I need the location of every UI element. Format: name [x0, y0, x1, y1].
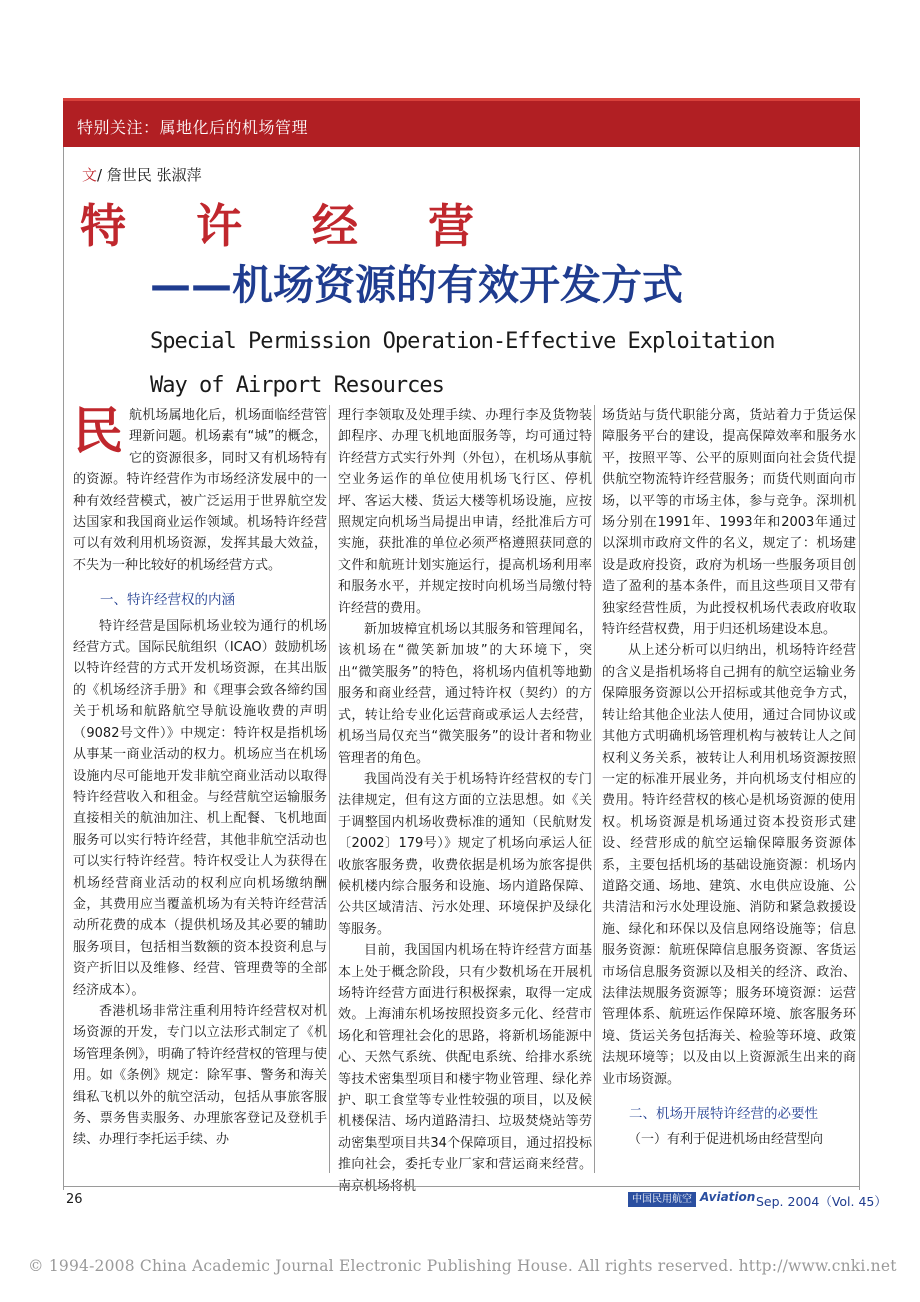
text-column-3: [602, 405, 856, 1151]
section-banner: [63, 98, 860, 147]
paragraph: [73, 402, 327, 576]
page-number: 26: [66, 1192, 83, 1207]
column-divider: [594, 405, 595, 1173]
paragraph: 场货站与货代职能分离，货站着力于货运保障服务平台的建设，提高保障效率和服务水平，按照平等、公平的原则面向社会货代提供航空物流特许经营服务；而货代则面向市场，以平等的市场主体，参与竞争。深圳机场分别在1991年、1993年和2003年通过以深圳市政府文件的名义，规定了：机场建设是政府投资，政府为机场一些服务项目创造了盈利的基本条件，而且这些项目又带有独家经营性质，为此授权机场代表政府收取特许经营权费，用于归还机场建设本息。: [602, 408, 856, 638]
magazine-name: Aviation: [700, 1190, 756, 1204]
byline: [82, 164, 202, 185]
text-column-2: [338, 405, 592, 1197]
paragraph: 特许经营是国际机场业较为通行的机场经营方式。国际民航组织（ICAO）鼓励机场以特许经营的方式开发机场资源，在其出版的《机场经济手册》和《理事会致各缔约国关于机场和航路航空导航设施收费的声明（9082号文件）》中规定：特许权是指机场从事某一商业活动的权力。机场应当在机场设施内尽可能地开发非航空商业活动以取得特许经营收入和租金。与经营航空运输服务直接相关的航油加注、机上配餐、飞机地面服务可以实行特许经营，其他非航空活动也可以实行特许经营。特许权受让人为获得在机场经营商业活动的权利应向机场缴纳酬金，其费用应当覆盖机场为有关特许经营活动所花费的成本（提供机场及其必要的辅助服务项目，包括相当数额的资本投资利息与资产折旧以及维修、经营、管理费等的全部经济成本）。: [73, 618, 327, 998]
paragraph-text: 航机场属地化后，机场面临经营管理新问题。机场素有“城”的概念，它的资源很多，同时又有机场特有的资源。特许经营作为市场经济发展中的一种有效经营模式，被广泛运用于世界航空发达国家和我国商业运作领域。机场特许经营可以有效利用机场资源，发挥其最大效益，不失为一种比较好的机场经营方式。: [73, 408, 327, 573]
paragraph: 香港机场非常注重利用特许经营权对机场资源的开发，专门以立法形式制定了《机场管理条例》，明确了特许经营权的管理与使用。如《条例》规定：除军事、警务和海关缉私飞机以外的航空活动，包括从事旅客服务、票务售卖服务、办理旅客登记及登机手续、办理行李托运手续、办: [73, 1003, 327, 1148]
column-divider: [329, 405, 330, 1173]
issue-info: Sep. 2004（Vol. 45）: [756, 1194, 887, 1209]
byline-lead: 文: [82, 166, 98, 184]
byline-authors: / 詹世民 张淑萍: [97, 166, 202, 184]
banner-title: 特别关注：属地化后的机场管理: [77, 118, 309, 137]
english-title: Special Permission Operation-Effective Exploitation Way of Airport Resources: [150, 329, 775, 398]
paragraph: 新加坡樟宜机场以其服务和管理闻名，该机场在“微笑新加坡”的大环境下，突出“微笑服务”的特色，将机场内值机等地勤服务和商业经营，通过特许权（契约）的方式，转让给专业化运营商或承运人去经营，机场当局仅充当“微笑服务”的设计者和物业管理者的角色。: [338, 622, 592, 766]
magazine-logo: 中国民用航空: [628, 1192, 696, 1207]
footer-rule: [63, 1186, 860, 1187]
paragraph: 从上述分析可以归纳出，机场特许经营的含义是指机场将自己拥有的航空运输业务保障服务资源以公开招标或其他竞争方式，转让给其他企业法人使用，通过合同协议或其他方式明确机场管理机构与被转让人之间权利义务关系，被转让人利用机场资源按照一定的标准开展业务，并向机场支付相应的费用。特许经营权的核心是机场资源的使用权。机场资源是机场通过资本投资形式建设、经营形成的航空运输保障服务资源体系，主要包括机场的基础设施资源：机场内道路交通、场地、建筑、水电供应设施、公共清洁和污水处理设施、消防和紧急救援设施、绿化和环保以及信息网络设施等；信息服务资源：航班保障信息服务资源、客货运市场信息服务资源以及相关的经济、政治、法律法规服务资源等；服务环境资源：运营管理体系、航班运作保障环境、旅客服务环境、货运关务包括海关、检验等环境、政策法规环境等；以及由以上资源派生出来的商业市场资源。: [602, 643, 856, 1087]
article-title: 特许经营: [80, 199, 544, 253]
paragraph: （一）有利于促进机场由经营型向: [628, 1132, 824, 1148]
drop-cap: 民: [73, 402, 123, 460]
paragraph: 我国尚没有关于机场特许经营权的专门法律规定，但有这方面的立法思想。如《关于调整国内机场收费标准的通知（民航财发〔2002〕179号）》规定了机场向承运人征收旅客服务费，收费依据是机场为旅客提供候机楼内综合服务和设施、场内道路保障、公共区域清洁、污水处理、环境保护及绿化等服务。: [338, 771, 592, 937]
copyright-notice: © 1994-2008 China Academic Journal Electronic Publishing House. All rights reserved. http://www.cnki.net: [28, 1257, 897, 1275]
paragraph: 目前，我国国内机场在特许经营方面基本上处于概念阶段，只有少数机场在开展机场特许经营方面进行积极探索，取得一定成效。上海浦东机场按照投资多元化、经营市场化和管理社会化的思路，将新机场能源中心、天然气系统、供配电系统、给排水系统等技术密集型项目和楼宇物业管理、绿化养护、职工食堂等专业性较强的项目，以及候机楼保洁、场内道路清扫、垃圾焚烧站等劳动密集型项目共34个保障项目，通过招投标推向社会，委托专业厂家和营运商来经营。南京机场将机: [338, 943, 592, 1194]
section-heading: 一、特许经营权的内涵: [100, 592, 235, 609]
paragraph: 理行李领取及处理手续、办理行李及货物装卸程序、办理飞机地面服务等，均可通过特许经营方式实行外判（外包），在机场从事航空业务运作的单位使用机场飞行区、停机坪、客运大楼、货运大楼等机场设施，应按照规定向机场当局提出申请，经批准后方可实施，获批准的单位必须严格遵照获同意的文件和航班计划实施运行，提高机场利用率和服务水平，并规定按时向机场当局缴付特许经营的费用。: [338, 408, 592, 616]
article-subtitle: ——机场资源的有效开发方式: [150, 261, 683, 309]
section-heading: 二、机场开展特许经营的必要性: [629, 1106, 818, 1122]
text-column-1: [73, 402, 327, 1151]
